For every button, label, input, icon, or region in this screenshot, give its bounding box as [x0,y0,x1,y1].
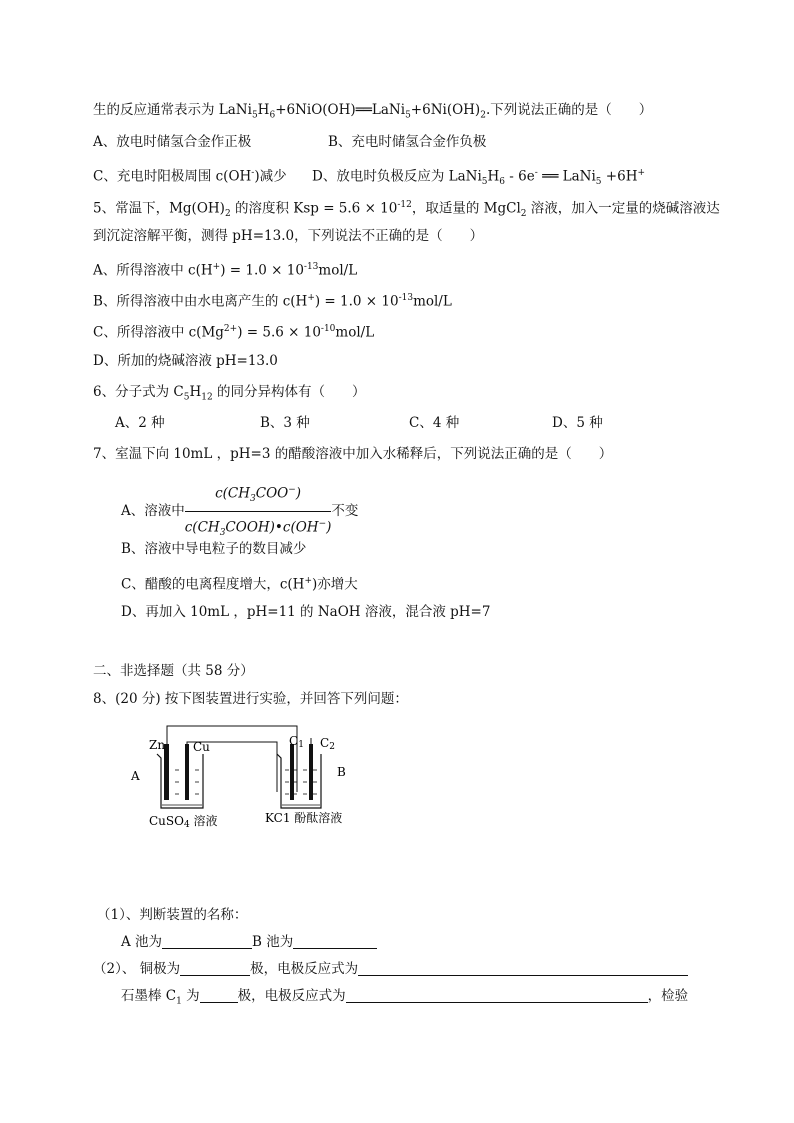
question-7-stem: 7、室温下向 10mL ，pH=3 的醋酸溶液中加入水稀释后，下列说法正确的是（ ） [93,446,613,462]
question-5-option-c: C、所得溶液中 $c(Mg^{2+}) = 5.6 \times 10^{-10}mol/L$ [93,324,375,341]
electrochemistry-apparatus-diagram [125,722,365,840]
question-6-option-c: C、4 种 [409,415,460,431]
c2-electrode-label: C2 [320,736,335,752]
option-a-prefix: A、溶液中 [121,503,185,520]
question-8-stem: 8、(20 分) 按下图装置进行实验，并回答下列问题： [93,691,408,707]
cu-electrode-label: Cu [193,740,210,754]
question-4-option-d: D、放电时负极反应为 $LaNi_5H_6 - 6e^-$ ══ LaNi$_5$ +6H+ [312,168,646,188]
question-5-option-d: D、所加的烧碱溶液 pH=13.0 [93,353,278,369]
question-5-option-b: B、所得溶液中由水电离产生的 $c(H^+) = 1.0 \times 10^{-13}mol/L$ [93,293,452,310]
solution-a-label: CuSO4 溶液 [149,814,218,830]
question-4-option-b: B、充电时储氢合金作负极 [328,134,487,150]
concentration-fraction: $\frac{c(CH_3COO^-)}{c(CH_3COOH)•c(OH^-)}$ [185,480,332,543]
solution-b-label: KC1 酚酞溶液 [265,811,343,825]
pool-a-label: A 池为 [121,934,163,950]
graphite-c1-prompt: 石墨棒 $C_1$ 为 [121,988,200,1007]
question-7-option-a [121,480,358,543]
question-4-option-a: A、放电时储氢合金作正极 [93,134,252,150]
electrode-equation-prompt: 极，电极反应式为 [250,961,359,977]
question-6-option-b: B、3 种 [260,415,310,431]
question-5-option-a: A、所得溶液中 $c(H^+) = 1.0 \times 10^{-13}mol/L$ [93,262,358,279]
graphite-equation-answer-blank[interactable] [346,987,648,1003]
check-text: ，检验 [647,988,689,1004]
copper-equation-answer-blank[interactable] [358,960,688,976]
copper-electrode-prompt: （2）、 铜极为 [93,961,181,977]
graphite-equation-prompt: 极，电极反应式为 [237,988,346,1004]
pool-a-answer-blank[interactable] [162,933,252,949]
c1-electrode-label: C1 [289,734,304,750]
part-2-line2 [121,987,688,1011]
option-a-suffix: 不变 [331,503,359,520]
part-1-heading: （1）、判断装置的名称： [97,907,248,923]
question-5-stem-line2: 到沉淀溶解平衡，测得 pH=13.0，下列说法不正确的是（ ） [93,228,484,244]
section-2-heading: 二、非选择题（共 58 分） [93,663,254,679]
graphite-pole-answer-blank[interactable] [200,987,238,1003]
pool-b-label: B 池为 [252,934,294,950]
copper-pole-answer-blank[interactable] [180,960,250,976]
question-6-stem: 6、分子式为 $C_5H_{12}$ 的同分异构体有（ ） [93,384,366,403]
question-6-option-d: D、5 种 [552,415,603,431]
question-4-stem-tail: 生的反应通常表示为 $LaNi_5H_6+6NiO(OH)══LaNi_5+6Ni(OH)_2$.下列说法正确的是（ ） [93,102,653,121]
cell-b-label: B [337,765,346,779]
question-7-option-c: C、醋酸的电离程度增大，c(H+)亦增大 [121,576,358,593]
part-2-line1 [93,960,688,978]
part-1-line [121,933,377,951]
zn-electrode-label: Zn [149,738,166,752]
pool-b-answer-blank[interactable] [293,933,377,949]
question-4-option-c: C、充电时阳极周围 c(OH-)减少 [93,168,287,185]
question-5-stem-line1: 5、常温下，$Mg(OH)_2$ 的溶度积 Ksp = $5.6 \times 10^{-12}$，取适量的 MgCl$_2$ 溶液，加入一定量的烧碱溶液达 [93,200,720,220]
question-7-option-b: B、溶液中导电粒子的数目减少 [121,541,307,557]
question-6-option-a: A、2 种 [115,415,165,431]
question-7-option-d: D、再加入 10mL ，pH=11 的 NaOH 溶液，混合液 pH=7 [121,604,491,620]
cell-a-label: A [131,769,140,783]
